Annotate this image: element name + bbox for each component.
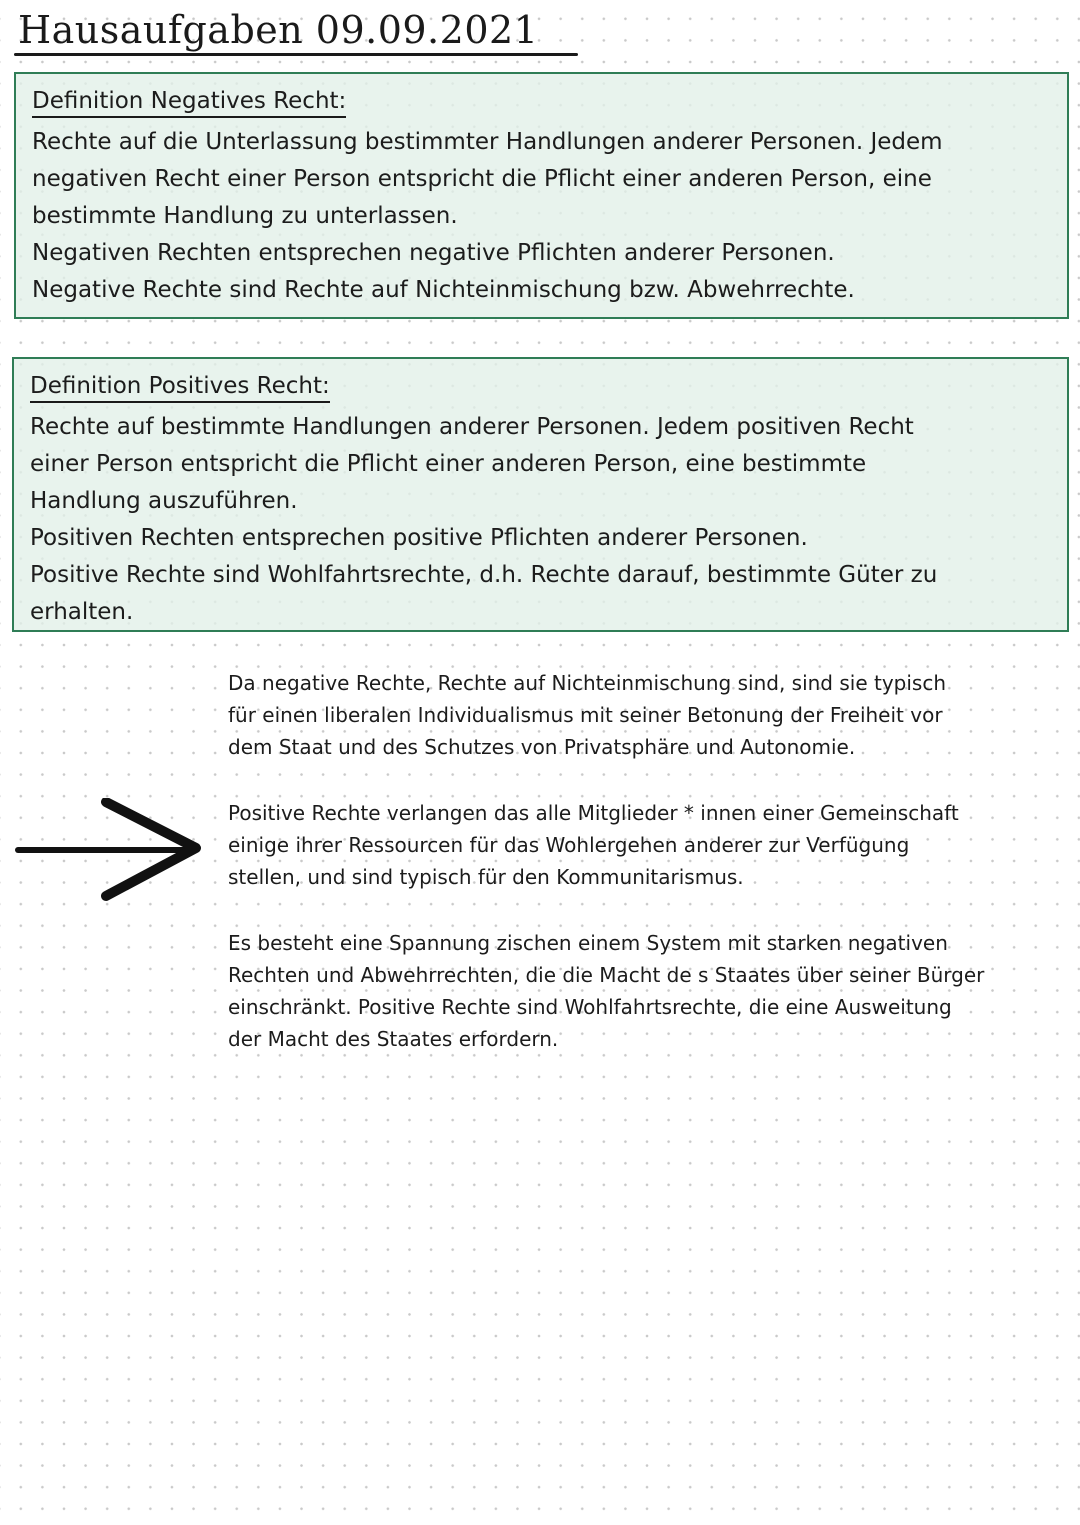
conclusion-line: dem Staat und des Schutzes von Privatsphäre und Autonomie. [228, 735, 856, 759]
conclusion-line: Da negative Rechte, Rechte auf Nichteinmischung sind, sind sie typisch [228, 671, 947, 695]
positive-right-line: Positive Rechte sind Wohlfahrtsrechte, d.h. Rechte darauf, bestimmte Güter zu [30, 562, 938, 588]
positive-right-line: Handlung auszuführen. [30, 488, 298, 514]
conclusion-line: einige ihrer Ressourcen für das Wohlergehen anderer zur Verfügung [228, 833, 910, 857]
negative-right-heading: Definition Negatives Recht: [32, 86, 346, 118]
conclusion-line: der Macht des Staates erfordern. [228, 1027, 559, 1051]
conclusion-paragraph-tension [228, 927, 1068, 1055]
conclusion-line: einschränkt. Positive Rechte sind Wohlfahrtsrechte, die eine Ausweitung [228, 995, 952, 1019]
conclusion-paragraph-negative [228, 667, 1068, 763]
conclusion-paragraph-positive [228, 797, 1068, 893]
title-underline [14, 53, 578, 56]
negative-right-line: Negative Rechte sind Rechte auf Nichteinmischung bzw. Abwehrrechte. [32, 277, 855, 303]
positive-right-line: erhalten. [30, 599, 134, 625]
conclusion-line: Positive Rechte verlangen das alle Mitglieder * innen einer Gemeinschaft [228, 801, 959, 825]
negative-right-line: negativen Recht einer Person entspricht die Pflicht einer anderen Person, eine [32, 166, 932, 192]
positive-right-heading: Definition Positives Recht: [30, 371, 330, 403]
conclusion-line: stellen, und sind typisch für den Kommunitarismus. [228, 865, 744, 889]
positive-right-line: Positiven Rechten entsprechen positive Pflichten anderer Personen. [30, 525, 808, 551]
negative-right-line: Negativen Rechten entsprechen negative Pflichten anderer Personen. [32, 240, 835, 266]
negative-right-line: Rechte auf die Unterlassung bestimmter Handlungen anderer Personen. Jedem [32, 129, 943, 155]
positive-right-line: Rechte auf bestimmte Handlungen anderer Personen. Jedem positiven Recht [30, 414, 914, 440]
conclusion-line: Rechten und Abwehrrechten, die die Macht de s Staates über seiner Bürger [228, 963, 985, 987]
conclusion-line: Es besteht eine Spannung zischen einem System mit starken negativen [228, 931, 948, 955]
positive-right-line: einer Person entspricht die Pflicht einer anderen Person, eine bestimmte [30, 451, 867, 477]
arrow-right-icon [14, 798, 204, 902]
conclusion-line: für einen liberalen Individualismus mit seiner Betonung der Freiheit vor [228, 703, 943, 727]
negative-right-line: bestimmte Handlung zu unterlassen. [32, 203, 458, 229]
negative-right-definition-box [14, 72, 1069, 319]
positive-right-definition-box [12, 357, 1069, 632]
page-title: Hausaufgaben 09.09.2021 [18, 8, 539, 52]
